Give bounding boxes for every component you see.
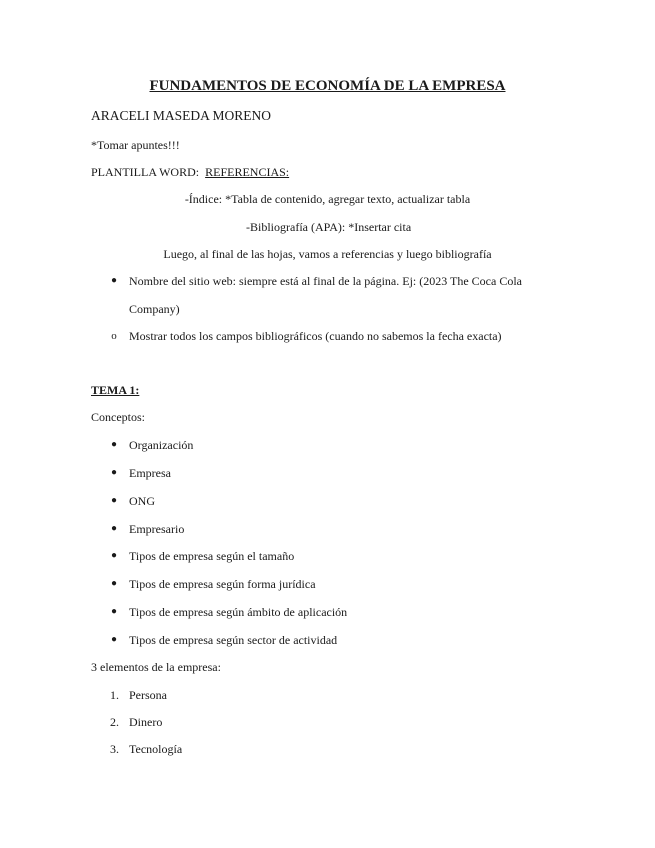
bullet-icon: ● (110, 550, 118, 561)
author-name: ARACELI MASEDA MORENO (91, 108, 272, 123)
element-item: Dinero (129, 715, 163, 729)
bibliography-line: -Bibliografía (APA): *Insertar cita (246, 220, 412, 234)
bullet-icon: ● (110, 606, 118, 617)
website-bullet-line-1: Nombre del sitio web: siempre está al final de la página. Ej: (2023 The Coca Cola (129, 274, 522, 288)
list-number: 1. (110, 688, 119, 702)
list-number: 2. (110, 715, 119, 729)
website-bullet-line-2: Company) (129, 302, 180, 316)
list-number: 3. (110, 742, 119, 756)
note-text: *Tomar apuntes!!! (91, 138, 180, 152)
document-title: FUNDAMENTOS DE ECONOMÍA DE LA EMPRESA (149, 78, 506, 94)
bullet-icon: ● (110, 439, 118, 450)
template-link: REFERENCIAS: (205, 165, 290, 179)
concept-item: Organización (129, 438, 194, 452)
topic-heading: TEMA 1: (91, 383, 140, 397)
index-line: -Índice: *Tabla de contenido, agregar texto, actualizar tabla (184, 192, 471, 206)
bullet-icon: ● (110, 467, 118, 478)
bullet-icon: ● (110, 523, 118, 534)
template-prefix: PLANTILLA WORD: (91, 165, 200, 179)
references-end-line: Luego, al final de las hojas, vamos a referencias y luego bibliografía (163, 247, 492, 261)
concept-item: Tipos de empresa según forma jurídica (129, 577, 316, 591)
concept-item: Tipos de empresa según sector de actividad (129, 633, 338, 647)
elements-label: 3 elementos de la empresa: (91, 660, 221, 674)
concepts-label: Conceptos: (91, 410, 145, 424)
concept-item: Tipos de empresa según ámbito de aplicación (129, 605, 348, 619)
concept-item: ONG (129, 494, 155, 508)
template-line (91, 165, 289, 179)
bullet-icon: ● (110, 578, 118, 589)
bullet-icon: ● (110, 495, 118, 506)
bullet-icon: ● (110, 275, 118, 286)
element-item: Persona (129, 688, 167, 702)
sub-bullet-icon: o (111, 330, 117, 342)
concept-item: Empresa (129, 466, 171, 480)
element-item: Tecnología (129, 742, 183, 756)
sub-bullet-text: Mostrar todos los campos bibliográficos (cuando no sabemos la fecha exacta) (129, 329, 502, 343)
concept-item: Empresario (129, 522, 185, 536)
bullet-icon: ● (110, 634, 118, 645)
concept-item: Tipos de empresa según el tamaño (129, 549, 295, 563)
